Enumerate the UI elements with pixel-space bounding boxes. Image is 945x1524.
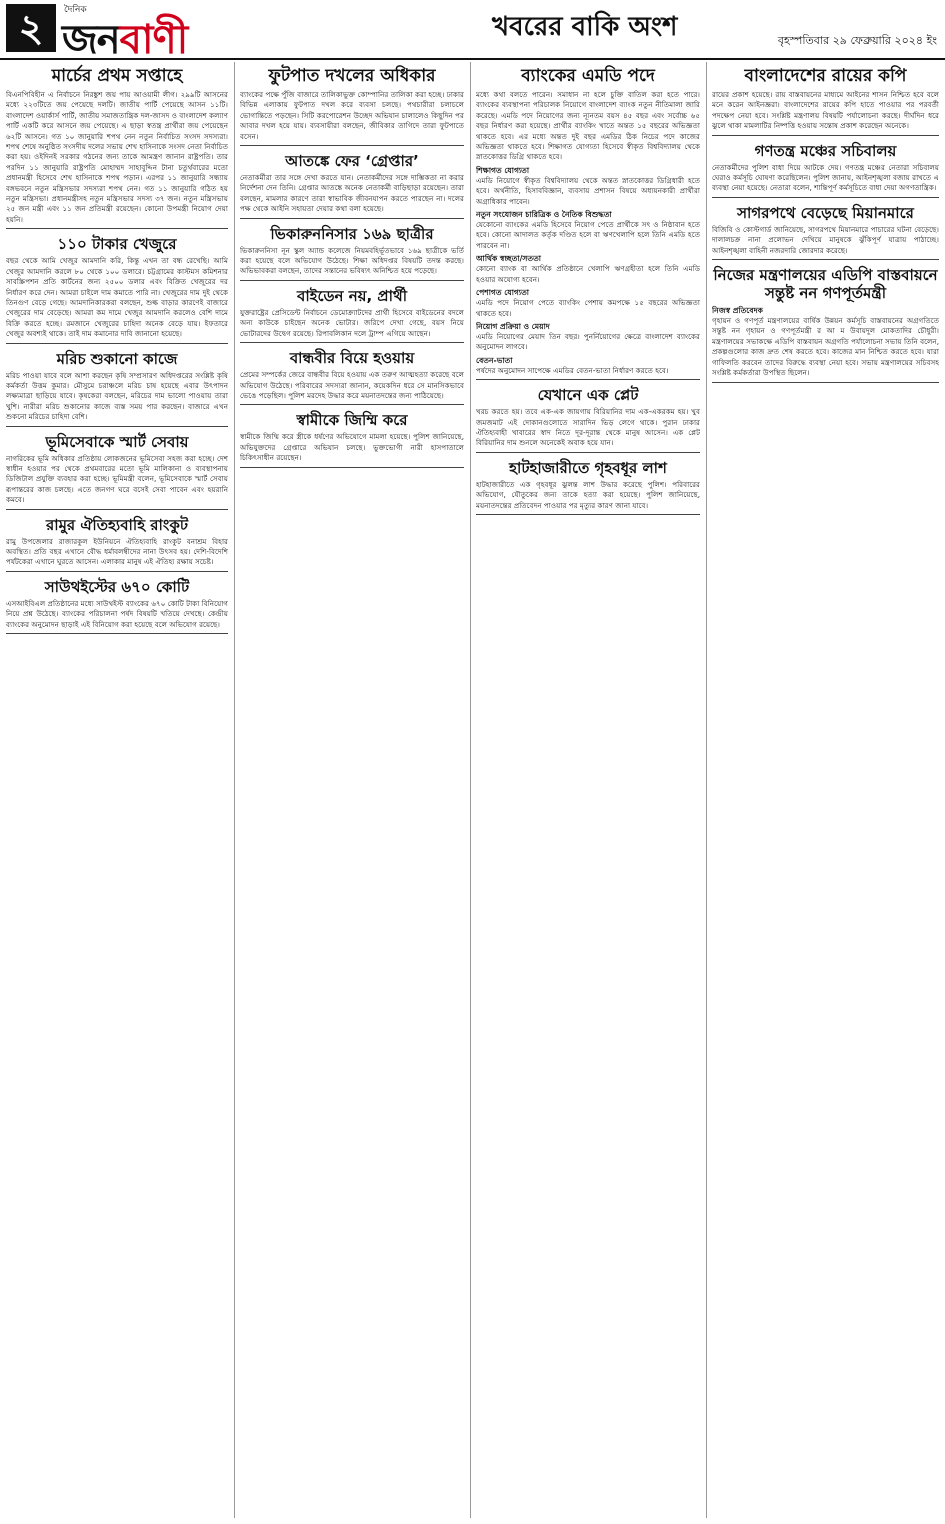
article-divider bbox=[240, 218, 464, 219]
article-headline: নিজের মন্ত্রণালয়ের এডিপি বাস্তবায়নে সন্তুষ্ট নন গণপূর্তমন্ত্রী bbox=[713, 266, 938, 303]
article-body: এমডি পদে নিয়োগ পেতে ব্যাংকিং পেশায় কমপক্ষে ১৫ বছরের অভিজ্ঞতা থাকতে হবে। bbox=[476, 298, 700, 318]
article bbox=[6, 516, 228, 572]
article bbox=[712, 142, 939, 198]
article-body: রামু উপজেলার রাজারকুল ইউনিয়নে ঐতিহ্যবাহি রাংকুট বনাশ্রম বিহার অবস্থিত। প্রতি বছর এখানে বৌদ্ধ ধর্মাবলম্বীদের নানা উৎসব হয়। দেশি-বিদেশি পর্যটকেরা এখানে ঘুরতে আসেন। এলাকার মানুষ এই ঐতিহ্য রক্ষায় সচেষ্ট। bbox=[6, 536, 228, 567]
article-body: পর্ষদের অনুমোদন সাপেক্ষে এমডির বেতন-ভাতা নির্ধারণ করতে হবে। bbox=[476, 365, 669, 375]
article-divider bbox=[712, 259, 939, 260]
column-1 bbox=[6, 62, 228, 1518]
article-body: কোনো ব্যাংক বা আর্থিক প্রতিষ্ঠানে খেলাপি ঋণগ্রহীতা হলে তিনি এমডি হওয়ার অযোগ্য হবেন। bbox=[476, 264, 700, 284]
article bbox=[712, 204, 939, 260]
article-body: স্বামীকে জিম্মি করে স্ত্রীকে ধর্ষণের অভিযোগে মামলা হয়েছে। পুলিশ জানিয়েছে, অভিযুক্তদের গ্রেপ্তারে অভিযান চলছে। ভুক্তভোগী নারী হাসপাতালে চিকিৎসাধীন রয়েছেন। bbox=[240, 432, 464, 463]
column-rule bbox=[234, 62, 235, 1518]
article-divider bbox=[712, 197, 939, 198]
article bbox=[6, 235, 228, 343]
article-body: ভিকারুননিসা নূন স্কুল অ্যান্ড কলেজে নিয়মবহির্ভূতভাবে ১৬৯ ছাত্রীকে ভর্তি করা হয়েছে বলে অভিযোগ উঠেছে। শিক্ষা অধিদপ্তর বিষয়টি তদন্ত করছে। অভিভাবকরা বলছেন, তাদের সন্তানের ভবিষ্যৎ অনিশ্চিত হয়ে পড়েছে। bbox=[240, 245, 464, 276]
article bbox=[6, 433, 228, 510]
article-divider bbox=[6, 426, 228, 427]
column-2 bbox=[240, 62, 464, 1518]
article-divider bbox=[240, 342, 464, 343]
article-headline: মার্চের প্রথম সপ্তাহে bbox=[51, 66, 183, 86]
article-divider bbox=[476, 379, 700, 380]
article-body: গৃহায়ন ও গণপূর্ত মন্ত্রণালয়ের বার্ষিক উন্নয়ন কর্মসূচি বাস্তবায়নের অগ্রগতিতে সন্তুষ্ট নন গৃহায়ন ও গণপূর্তমন্ত্রী র আ ম উবায়দুল মোকতাদির চৌধুরী। মন্ত্রণালয়ের সভাকক্ষে এডিপি বাস্তবায়ন অগ্রগতি পর্যালোচনা সভায় তিনি বলেন, প্রকল্পগুলোর কাজ দ্রুত শেষ করতে হবে। কাজের মান নিশ্চিত করতে হবে। যারা গাফিলতি করবেন তাদের বিরুদ্ধে ব্যবস্থা নেয়া হবে। সভায় মন্ত্রণালয়ের সচিবসহ সংশ্লিষ্ট কর্মকর্তারা উপস্থিত ছিলেন। bbox=[712, 316, 939, 378]
article bbox=[240, 66, 464, 146]
article-body: খরচ করতে হয়। তবে এক-এক জায়গায় বিরিয়ানির দাম এক-একরকম হয়। খুব জমজমাট এই দোকানগুলোতে সারাদিন ভিড় লেগে থাকে। পুরান ঢাকার ঐতিহ্যবাহী খাবারের স্বাদ নিতে দূর-দূরান্ত থেকে মানুষ আসেন। এক প্লেট বিরিয়ানির দাম শুনলে অনেকেই অবাক হয়ে যান। bbox=[476, 407, 700, 448]
article-headline: গণতন্ত্র মঞ্চের সচিবালয় bbox=[754, 141, 897, 160]
article-body: রায়ের প্রকাশ হয়েছে। রায় বাস্তবায়নের মাধ্যমে আইনের শাসন নিশ্চিত হবে বলে মনে করেন আইনজ্ঞরা। বাংলাদেশের রায়ের কপি হাতে পাওয়ার পর পরবর্তী পদক্ষেপ নেয়া হবে। সংশ্লিষ্ট মন্ত্রণালয় বিষয়টি পর্যালোচনা করছে। দীর্ঘদিন ধরে ঝুলে থাকা মামলাটির নিষ্পত্তি হওয়ায় সন্তোষ প্রকাশ করেছেন অনেকে। bbox=[712, 90, 939, 131]
article bbox=[476, 459, 700, 515]
article bbox=[476, 386, 700, 453]
article-body: প্রেমের সম্পর্কের জেরে বান্ধবীর বিয়ে হওয়ায় এক তরুণ আত্মহত্যা করেছে বলে অভিযোগ উঠেছে। পরিবারের সদস্যরা জানান, কয়েকদিন ধরে সে মানসিকভাবে ভেঙে পড়েছিল। পুলিশ মরদেহ উদ্ধার করে ময়নাতদন্তের জন্য পাঠিয়েছে। bbox=[240, 370, 464, 400]
article-body: যেকোনো ব্যাংকের এমডি হিসেবে নিয়োগ পেতে প্রার্থীকে সৎ ও নিষ্ঠাবান হতে হবে। কোনো আদালত কর্তৃক দণ্ডিত হলে বা ঋণখেলাপি হলে তিনি এমডি হতে পারবেন না। bbox=[476, 220, 700, 250]
article-byline: নিজস্ব প্রতিবেদক bbox=[712, 306, 763, 316]
article-headline: ভিকারুননিসার ১৬৯ ছাত্রীর bbox=[270, 224, 434, 243]
article-subheading: বেতন-ভাতা bbox=[476, 355, 513, 365]
article-headline: বান্ধবীর বিয়ে হওয়ায় bbox=[289, 349, 415, 368]
article-divider bbox=[6, 571, 228, 572]
article bbox=[6, 66, 228, 229]
article bbox=[712, 266, 939, 382]
article-headline: সাউথইস্টের ৬৭০ কোটি bbox=[44, 577, 190, 596]
article bbox=[240, 411, 464, 467]
article-divider bbox=[6, 343, 228, 344]
article-divider bbox=[240, 145, 464, 146]
column-3 bbox=[476, 62, 700, 1518]
article-divider bbox=[240, 467, 464, 468]
column-4 bbox=[712, 62, 939, 1518]
article-headline: স্বামীকে জিম্মি করে bbox=[296, 411, 408, 430]
article-divider bbox=[240, 280, 464, 281]
article-headline: আতঙ্কে ফের ‘গ্রেপ্তার’ bbox=[285, 152, 419, 171]
column-rule bbox=[470, 62, 471, 1518]
article-divider bbox=[6, 633, 228, 634]
article-body: নাগরিকের ভূমি অধিকার প্রতিষ্ঠায় লোকজনের ভূমিসেবা সহজ করা হচ্ছে। দেশ স্বাধীন হওয়ার পর থেকে প্রথমবারের মতো ভূমি মালিকানা ও ব্যবস্থাপনায় ডিজিটাল প্রযুক্তি ব্যবহার করা হচ্ছে। ভূমিমন্ত্রী বলেন, ভূমিসেবাকে স্মার্ট সেবায় রূপান্তরের কাজ চলছে। এতে জনগণ ঘরে বসেই সেবা পাবেন এবং হয়রানি কমবে। bbox=[6, 453, 228, 505]
article-subheading: নিয়োগ প্রক্রিয়া ও মেয়াদ bbox=[476, 321, 550, 331]
article-subheading: আর্থিক স্বচ্ছতা/সততা bbox=[476, 254, 542, 264]
article-body: বছর থেকে আমি খেজুর আমদানি করি, কিন্তু এখন তা বন্ধ রেখেছি। আমি খেজুর আমদানি করলে ৮০ থেকে ১০০ ডলারে। চট্টগ্রামের কাস্টমস কমিশনার সাবস্ক্রিপশন প্রতি কার্টনের জন্য ২৫০০ ডলার এবং বিক্রিত খেজুরের দর নির্ধারণ করে দেন। আমরা চাইলে দাম কমাতে পারি না। খেজুরের দাম দুই থেকে তিনগুণ বেড়ে গেছে। আমদানিকারকরা বলছেন, শুল্ক বাড়ার কারণেই বাজারে খেজুরের দাম বেড়েছে। আমরা কম দামে খেজুর আমদানি করলেও বেশি দামে বিক্রি করতে হচ্ছে। রমজানে খেজুরের চাহিদা অনেক বেড়ে যায়। ইফতারে খেজুর অবশ্যই থাকে। তাই দাম কমানোর দাবি জানানো হয়েছে। bbox=[6, 256, 228, 339]
article-headline: যেখানে এক প্লেট bbox=[537, 386, 639, 405]
article-body: এমডি নিয়োগে স্বীকৃত বিশ্ববিদ্যালয় থেকে অন্তত স্নাতকোত্তর ডিগ্রিধারী হতে হবে। অর্থনীতি, হিসাববিজ্ঞান, ব্যবসায় প্রশাসন বিষয়ে অধ্যয়নকারী প্রার্থীরা অগ্রাধিকার পাবেন। bbox=[476, 175, 700, 206]
article bbox=[6, 578, 228, 634]
logo-part-1: জন bbox=[62, 17, 120, 63]
masthead bbox=[0, 0, 945, 63]
article-headline: হাটহাজারীতে গৃহবধূর লাশ bbox=[509, 458, 667, 477]
article-body: মধ্যে কথা বলতে পারেন। সমাধান না হলে চুক্তি বাতিল করা হতে পারে। ব্যাংকের ব্যবস্থাপনা পরিচালক নিয়োগে বাংলাদেশ ব্যাংক নতুন নীতিমালা জারি করেছে। এমডি পদে নিয়োগের জন্য ন্যূনতম বয়স ৪৫ বছর এবং সর্বোচ্চ ৬৫ বছর নির্ধারণ করা হয়েছে। প্রার্থীর ব্যাংকিং খাতে অন্তত ১৫ বছরের অভিজ্ঞতা থাকতে হবে। এর মধ্যে অন্তত দুই বছর এমডির ঠিক নিচের পদে কাজের অভিজ্ঞতা থাকতে হবে। শিক্ষাগত যোগ্যতা হিসেবে স্বীকৃত বিশ্ববিদ্যালয় থেকে স্নাতকোত্তর ডিগ্রি থাকতে হবে। bbox=[476, 90, 700, 162]
article-subheading: নতুন সংযোজন চারিত্রিক ও নৈতিক বিশুদ্ধতা bbox=[476, 210, 612, 220]
logo-daily: দৈনিক bbox=[64, 5, 87, 15]
article-headline: মরিচ শুকানো কাজে bbox=[56, 349, 178, 368]
article-subheading: শিক্ষাগত যোগ্যতা bbox=[476, 165, 530, 175]
article-body: নেতাকর্মীরা তার সঙ্গে দেখা করতে যান। নেতাকর্মীদের সঙ্গে দাম্ভিকতা না করার নির্দেশনা দেন তিনি। গ্রেপ্তার আতঙ্কে অনেক নেতাকর্মী বাড়িছাড়া রয়েছেন। তারা বলছেন, মামলার কারণে তারা স্বাভাবিক জীবনযাপন করতে পারছেন না। দলের পক্ষ থেকে আইনি সহায়তা দেয়ার কথা বলা হয়েছে। bbox=[240, 173, 464, 214]
article-body: বিএনপিবিহীন এ নির্বাচনে নিরঙ্কুশ জয় পায় আওয়ামী লীগ। ২৯৯টি আসনের মধ্যে ২২৩টিতে জয় পেয়েছে দলটি। জাতীয় পার্টি পেয়েছে আসন ১১টি। বাংলাদেশ ওয়ার্কার্স পার্টি, জাতীয় সমাজতান্ত্রিক দল-জাসদ ও বাংলাদেশ কল্যাণ পার্টি একটি করে আসনে জয় পেয়েছে। এ ছাড়া স্বতন্ত্র প্রার্থীরা জয় পেয়েছেন ৬২টি আসনে। গত ১০ জানুয়ারি শপথ নেন নতুন নির্বাচিত সংসদ সদস্যরা। শপথ শেষে অনুষ্ঠিত সংসদীয় দলের সভায় শেখ হাসিনাকে সংসদ নেতা নির্বাচিত করা হয়। ওইদিনই সরকার গঠনের জন্য তাকে আমন্ত্রণ জানান রাষ্ট্রপতি। তার পরদিন ১১ জানুয়ারি রাষ্ট্রপতি মোহাম্মদ সাহাবুদ্দিন টানা চতুর্থবারের মতো প্রধানমন্ত্রী হিসেবে শেখ হাসিনাকে শপথ পড়ান। এরপর ১১ জানুয়ারি সন্ধ্যায় বঙ্গভবনে নতুন মন্ত্রিসভার সদস্যরা শপথ নেন। গত ১১ জানুয়ারি গঠিত হয় নতুন মন্ত্রিসভা। প্রধানমন্ত্রীসহ নতুন মন্ত্রিসভার সদস্য ৩৭ জন। নতুন মন্ত্রিসভায় ২৫ জন মন্ত্রী এবং ১১ জন প্রতিমন্ত্রী রয়েছেন। কোনো উপমন্ত্রী নিয়োগ দেয়া হয়নি। bbox=[6, 90, 228, 224]
article-body: এমডি নিয়োগের মেয়াদ তিন বছর। পুনর্নিয়োগের ক্ষেত্রে বাংলাদেশ ব্যাংকের অনুমোদন লাগবে। bbox=[476, 331, 700, 352]
article-body: ব্যাংকের পক্ষে পুঁজি বাজারে তালিকাভুক্ত কোম্পানির তালিকা করা হচ্ছে। ঢাকার বিভিন্ন এলাকায় ফুটপাত দখল করে ব্যবসা চলছে। পথচারীরা চলাচলে ভোগান্তিতে পড়ছেন। সিটি করপোরেশন উচ্ছেদ অভিযান চালালেও কিছুদিন পর আবার দখল হয়ে যায়। ব্যবসায়ীরা বলছেন, জীবিকার তাগিদে তারা ফুটপাতে বসেন। bbox=[240, 90, 464, 141]
issue-date: বৃহস্পতিবার ২৯ ফেব্রুয়ারি ২০২৪ ইং bbox=[777, 34, 937, 47]
article-headline: বাইডেন নয়, প্রার্থী bbox=[296, 286, 407, 305]
article-body: হাটহাজারীতে এক গৃহবধূর ঝুলন্ত লাশ উদ্ধার করেছে পুলিশ। পরিবারের অভিযোগ, যৌতুকের জন্য তাকে হত্যা করা হয়েছে। পুলিশ জানিয়েছে, ময়নাতদন্তের প্রতিবেদন পাওয়ার পর মৃত্যুর কারণ জানা যাবে। bbox=[476, 479, 700, 510]
article bbox=[240, 349, 464, 405]
article-headline: ভূমিসেবাকে স্মার্ট সেবায় bbox=[45, 432, 189, 451]
article-body: যুক্তরাষ্ট্রের প্রেসিডেন্ট নির্বাচনে ডেমোক্র্যাটদের প্রার্থী হিসেবে বাইডেনের বদলে অন্য কাউকে চাইছেন অনেক ভোটার। জরিপে দেখা গেছে, বয়স নিয়ে ভোটারদের উদ্বেগ রয়েছে। রিপাবলিকান দলে ট্রাম্প এগিয়ে আছেন। bbox=[240, 307, 464, 338]
article-body: এসআইবিএল প্রতিষ্ঠানের মধ্যে সাউথইস্ট ব্যাংকের ৬৭০ কোটি টাকা বিনিয়োগ নিয়ে প্রশ্ন উঠেছে। ব্যাংকের পরিচালনা পর্ষদ বিষয়টি খতিয়ে দেখছে। কেন্দ্রীয় ব্যাংকের অনুমোদন ছাড়াই এই বিনিয়োগ করা হয়েছে বলে অভিযোগ রয়েছে। bbox=[6, 598, 228, 629]
column-rule bbox=[706, 62, 707, 1518]
article bbox=[712, 66, 939, 136]
article-divider bbox=[240, 404, 464, 405]
article-headline: ব্যাংকের এমডি পদে bbox=[521, 66, 655, 86]
logo-part-2: বাণী bbox=[119, 17, 188, 63]
article-headline: ১১০ টাকার খেজুরে bbox=[57, 235, 177, 254]
article-divider bbox=[476, 452, 700, 453]
article-divider bbox=[712, 382, 939, 383]
article bbox=[240, 225, 464, 281]
article bbox=[6, 350, 228, 427]
article bbox=[240, 287, 464, 343]
article-headline: সাগরপথে বেড়েছে মিয়ানমারে bbox=[737, 203, 914, 222]
article bbox=[240, 152, 464, 219]
article-divider bbox=[476, 514, 700, 515]
article-headline: রামুর ঐতিহ্যবাহি রাংকুট bbox=[45, 515, 189, 534]
article bbox=[476, 66, 700, 380]
article-subheading: পেশাগত যোগ্যতা bbox=[476, 288, 529, 298]
page-number: ২ bbox=[6, 4, 56, 52]
article-body: বিজিবি ও কোস্টগার্ড জানিয়েছে, সাগরপথে মিয়ানমারে পাচারের ঘটনা বেড়েছে। দালালচক্র নানা প্রলোভন দেখিয়ে মানুষকে ঝুঁকিপূর্ণ যাত্রায় পাঠাচ্ছে। আইনশৃঙ্খলা বাহিনী নজরদারি জোরদার করেছে। bbox=[712, 224, 939, 255]
section-title: খবরের বাকি অংশ bbox=[492, 12, 678, 42]
article-divider bbox=[712, 135, 939, 136]
article-body: নেতাকর্মীদের পুলিশ বাধা দিয়ে আটকে দেয়। গণতন্ত্র মঞ্চের নেতারা সচিবালয় ঘেরাও কর্মসূচি ঘোষণা করেছিলেন। পুলিশ জানায়, আইনশৃঙ্খলা বজায় রাখতে এ ব্যবস্থা নেয়া হয়েছে। নেতারা বলেন, শান্তিপূর্ণ কর্মসূচিতে বাধা দেয়া অগণতান্ত্রিক। bbox=[712, 162, 939, 193]
article-headline: বাংলাদেশের রায়ের কপি bbox=[744, 66, 907, 86]
article-body: মরিচ পাওয়া যাবে বলে আশা করছেন কৃষি সম্প্রসারণ অধিদপ্তরের সংশ্লিষ্ট কৃষি কর্মকর্তা উত্তম কুমার। মৌসুমে চরাঞ্চলে মরিচ চাষ হয়েছে এবার উৎপাদন লক্ষ্যমাত্রা ছাড়িয়ে যাবে। কৃষকেরা বলছেন, মরিচের দাম ভালো পাওয়ায় তারা খুশি। নারীরা মরিচ শুকানোর কাজে ব্যস্ত সময় পার করছেন। বাজারে এখন শুকনো মরিচের চাহিদা বেশি। bbox=[6, 370, 228, 422]
article-headline: ফুটপাত দখলের অধিকার bbox=[268, 66, 436, 86]
article-divider bbox=[6, 228, 228, 229]
article-divider bbox=[6, 509, 228, 510]
